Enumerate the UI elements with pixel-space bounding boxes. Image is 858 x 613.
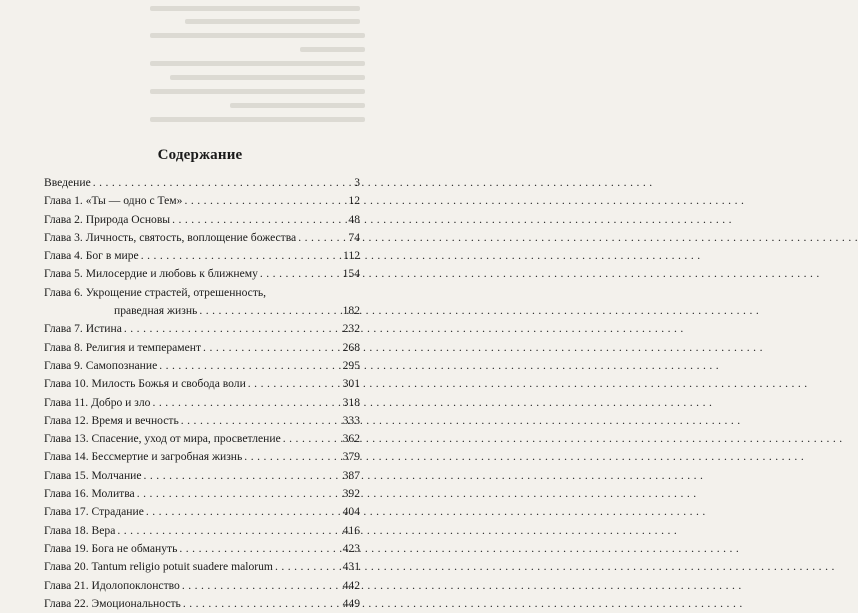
toc-entry-page: 379 [342, 450, 360, 464]
toc-entry [44, 394, 360, 412]
toc-entry-page: 295 [342, 358, 360, 372]
toc-entry-label: Глава 2. Природа Основы [44, 212, 171, 226]
toc-entry [44, 522, 360, 540]
toc-entry [44, 595, 360, 613]
toc-entry-page: 392 [342, 487, 360, 501]
dot-leader [93, 174, 351, 192]
toc-entry-label: Глава 15. Молчание [44, 468, 142, 482]
dot-leader [283, 430, 340, 448]
toc-entry-label: Глава 19. Бога не обмануть [44, 541, 178, 555]
toc-entry-page: 112 [343, 249, 360, 263]
toc-entry-label: Глава 18. Вера [44, 523, 116, 537]
toc-entry-label: Глава 1. «Ты — одно с Тем» [44, 194, 183, 208]
dot-leader [248, 375, 340, 393]
toc-entry-page: 48 [348, 212, 360, 226]
toc-entry [44, 577, 360, 595]
toc-entry-label: Глава 12. Время и вечность [44, 413, 179, 427]
dot-leader [137, 485, 340, 503]
toc-entry-page: 423 [342, 541, 360, 555]
toc-entry [44, 448, 360, 466]
dot-leader [298, 229, 345, 247]
toc-entry [44, 192, 360, 210]
toc-entry [44, 211, 360, 229]
toc-entry-label: Глава 9. Самопознание [44, 358, 158, 372]
dot-leader [199, 302, 339, 320]
dot-leader [152, 394, 339, 412]
toc-entry [44, 247, 360, 265]
toc-entry [44, 430, 360, 448]
dot-leader [117, 522, 339, 540]
toc-entry-label: Глава 4. Бог в мире [44, 249, 139, 263]
dot-leader [183, 595, 340, 613]
toc-entry-label: Глава 21. Идолопоклонство [44, 578, 180, 592]
dot-leader [144, 467, 340, 485]
toc-entry-page: 3 [354, 176, 360, 189]
dot-leader [260, 265, 340, 283]
table-of-contents [44, 174, 360, 613]
dot-leader [181, 412, 340, 430]
toc-entry [44, 339, 360, 357]
toc-entry [44, 485, 360, 503]
toc-entry-page: 362 [342, 432, 360, 446]
toc-entry-label: Глава 22. Эмоциональность [44, 596, 181, 610]
dot-leader [244, 448, 339, 466]
toc-entry-label: Глава 10. Милость Божья и свобода воли [44, 377, 246, 391]
toc-entry-page: 232 [342, 322, 360, 336]
toc-entry-label: Глава 16. Молитва [44, 487, 135, 501]
toc-entry-label: Глава 6. Укрощение страстей, отрешенность, [44, 285, 267, 299]
toc-entry-page: 431 [342, 560, 360, 574]
toc-entry [44, 558, 360, 576]
dot-leader [275, 558, 340, 576]
toc-entry [44, 357, 360, 375]
toc-entry-page: 74 [348, 230, 360, 244]
toc-entry [44, 229, 360, 247]
toc-entry [44, 503, 360, 521]
toc-entry-continuation [44, 302, 360, 320]
toc-entry-label: Глава 11. Добро и зло [44, 395, 151, 409]
toc-entry-page: 12 [348, 194, 360, 208]
dot-leader [179, 540, 339, 558]
page-title: Содержание [157, 147, 243, 163]
toc-entry-page: 387 [342, 468, 360, 482]
toc-entry-label: Глава 17. Страдание [44, 505, 144, 519]
toc-entry [44, 467, 360, 485]
book-page [0, 0, 400, 610]
toc-entry [44, 174, 360, 192]
toc-entry-label: Глава 14. Бессмертие и загробная жизнь [44, 450, 243, 464]
dot-leader [141, 247, 340, 265]
toc-entry-label-continued: праведная жизнь [114, 304, 198, 318]
toc-entry-page: 182 [342, 304, 360, 318]
dot-leader [184, 192, 345, 210]
toc-entry-page: 416 [342, 523, 360, 537]
toc-entry-page: 154 [342, 267, 360, 281]
toc-entry-page: 301 [342, 377, 360, 391]
dot-leader [203, 339, 340, 357]
toc-entry [44, 412, 360, 430]
toc-entry [44, 265, 360, 283]
toc-entry-label: Глава 8. Религия и темперамент [44, 340, 202, 354]
toc-entry-label: Глава 5. Милосердие и любовь к ближнему [44, 267, 258, 281]
toc-entry-page: 442 [342, 578, 360, 592]
dot-leader [124, 320, 340, 338]
show-through-text [0, 0, 400, 150]
dot-leader [159, 357, 339, 375]
toc-entry [44, 284, 360, 321]
dot-leader [146, 503, 340, 521]
toc-entry-page: 333 [342, 413, 360, 427]
toc-entry-page: 404 [342, 505, 360, 519]
toc-entry [44, 540, 360, 558]
dot-leader [182, 577, 340, 595]
toc-entry [44, 320, 360, 338]
toc-entry-label: Глава 3. Личность, святость, воплощение божества [44, 230, 297, 244]
toc-entry-label: Глава 13. Спасение, уход от мира, просветление [44, 432, 281, 446]
dot-leader [172, 211, 345, 229]
toc-entry-label: Глава 7. Истина [44, 322, 122, 336]
toc-entry-page: 318 [342, 395, 360, 409]
toc-entry-label: Глава 20. Tantum religio potuit suadere malorum [44, 560, 273, 574]
toc-entry-page: 268 [342, 340, 360, 354]
toc-entry-page: 449 [342, 596, 360, 610]
toc-entry-label: Введение [44, 176, 91, 189]
toc-entry [44, 375, 360, 393]
